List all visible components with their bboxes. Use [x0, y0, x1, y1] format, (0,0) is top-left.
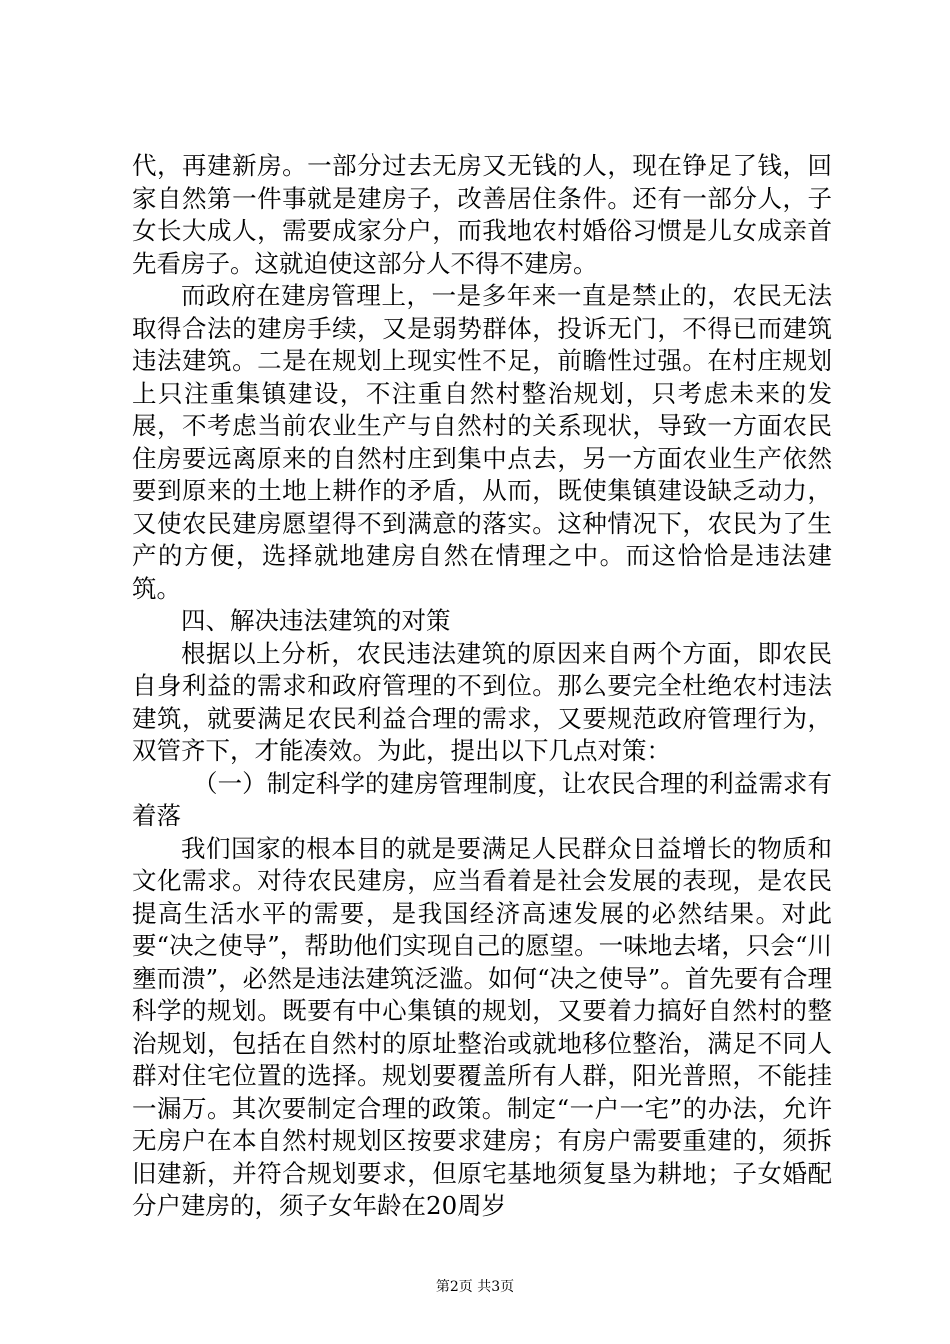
page-footer: [0, 1276, 950, 1296]
paragraph-1: 代，再建新房。一部分过去无房又无钱的人，现在铮足了钱，回家自然第一件事就是建房子，改善居住条件。还有一部分人，子女长大成人，需要成家分户，而我地农村婚俗习惯是儿女成亲首先看房子。这就迫使这部分人不得不建房。: [132, 151, 832, 278]
paragraph-2: 而政府在建房管理上，一是多年来一直是禁止的，农民无法取得合法的建房手续，又是弱势群体，投诉无门，不得已而建筑违法建筑。二是在规划上现实性不足，前瞻性过强。在村庄规划上只注重集镇建设，不注重自然村整治规划，只考虑未来的发展，不考虑当前农业生产与自然村的关系现状，导致一方面农民住房要远离原来的自然村庄到集中点去，另一方面农业生产依然要到原来的土地上耕作的矛盾，从而，既使集镇建设缺乏动力，又使农民建房愿望得不到满意的落实。这种情况下，农民为了生产的方便，选择就地建房自然在情理之中。而这恰恰是违法建筑。: [132, 281, 832, 603]
page-number: 第2页 共3页: [435, 1279, 515, 1295]
paragraph-3: 根据以上分析，农民违法建筑的原因来自两个方面，即农民自身利益的需求和政府管理的不到位。那么要完全杜绝农村违法建筑，就要满足农民利益合理的需求，又要规范政府管理行为，双管齐下，才能凑效。为此，提出以下几点对策：: [132, 638, 832, 765]
section-heading-4: 四、解决违法建筑的对策: [181, 606, 451, 635]
paragraph-4: 我们国家的根本目的就是要满足人民群众日益增长的物质和文化需求。对待农民建房，应当看着是社会发展的表现，是农民提高生活水平的需要，是我国经济高速发展的必然结果。对此要“决之使导”，帮助他们实现自己的愿望。一味地去堵，只会“川壅而溃”，必然是违法建筑泛滥。如何“决之使导”。首先要有合理科学的规划。既要有中心集镇的规划，又要着力搞好自然村的整治规划，包括在自然村的原址整治或就地移位整治，满足不同人群对住宅位置的选择。规划要覆盖所有人群，阳光普照，不能挂一漏万。其次要制定合理的政策。制定“一户一宅”的办法，允许无房户在本自然村规划区按要求建房；有房户需要重建的，须拆旧建新，并符合规划要求，但原宅基地须复垦为耕地；子女婚配分户建房的，须子女年龄在20周岁: [132, 833, 832, 1220]
document-body: [132, 150, 832, 1223]
subsection-heading-1: （一）制定科学的建房管理制度，让农民合理的利益需求有着落: [132, 768, 832, 830]
